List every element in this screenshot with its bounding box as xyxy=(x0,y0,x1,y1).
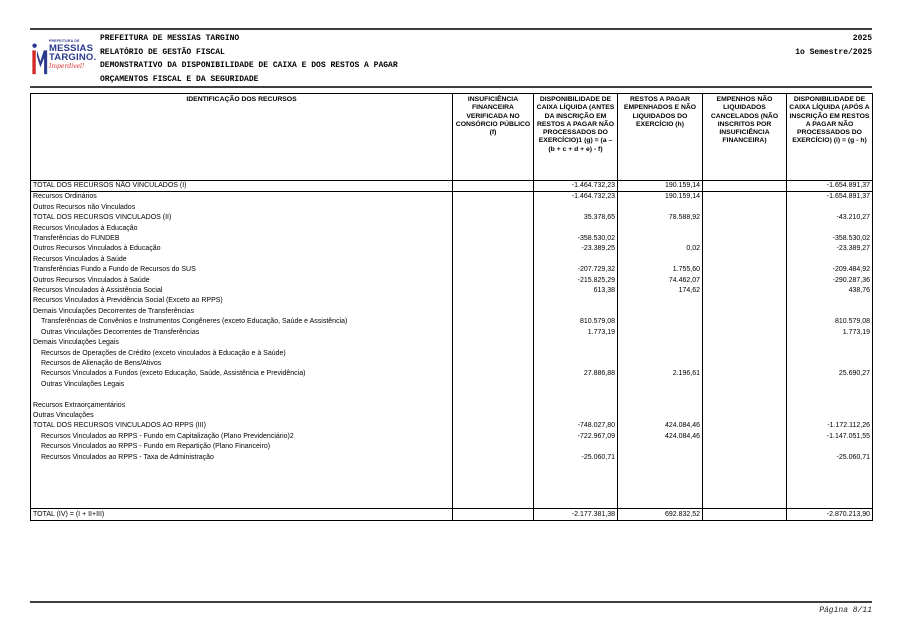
value-empenhos-cancelados xyxy=(703,317,787,327)
value-disponibilidade-antes xyxy=(534,349,618,359)
table-row xyxy=(31,509,873,521)
value-insuficiencia xyxy=(453,317,534,327)
row-label: Recursos Vinculados à Assistência Social xyxy=(31,286,453,296)
value-insuficiencia xyxy=(453,421,534,431)
value-disponibilidade-antes xyxy=(534,224,618,234)
value-disponibilidade-apos xyxy=(787,442,873,452)
value-restos-a-pagar: 424.084,46 xyxy=(618,432,703,442)
value-empenhos-cancelados xyxy=(703,276,787,286)
logo-line1: PREFEITURA DE xyxy=(49,39,80,43)
value-empenhos-cancelados xyxy=(703,224,787,234)
table-row xyxy=(31,411,873,421)
row-label: Outros Recursos não Vinculados xyxy=(31,203,453,213)
row-label: Recursos de Operações de Crédito (exceto vinculados à Educação e à Saúde) xyxy=(31,349,453,359)
row-label: Transferências de Convênios e Instrumentos Congêneres (exceto Educação, Saúde e Assistência) xyxy=(31,317,453,327)
municipality-logo xyxy=(31,34,97,82)
value-insuficiencia xyxy=(453,359,534,369)
value-disponibilidade-apos: -25.060,71 xyxy=(787,453,873,463)
value-disponibilidade-apos xyxy=(787,401,873,411)
value-restos-a-pagar xyxy=(618,349,703,359)
report-title: DEMONSTRATIVO DA DISPONIBILIDADE DE CAIXA E DOS RESTOS A PAGAR xyxy=(100,61,398,70)
row-label: Recursos Extraorçamentários xyxy=(31,401,453,411)
row-label: Outras Vinculações Decorrentes de Transferências xyxy=(31,328,453,338)
table-row xyxy=(31,244,873,254)
value-empenhos-cancelados xyxy=(703,328,787,338)
value-disponibilidade-antes xyxy=(534,307,618,317)
table-row xyxy=(31,359,873,369)
report-year: 2025 xyxy=(852,34,872,43)
letterhead-right xyxy=(795,32,872,59)
row-label: TOTAL (IV) = (I + II+III) xyxy=(31,509,453,521)
value-restos-a-pagar xyxy=(618,411,703,421)
value-insuficiencia xyxy=(453,442,534,452)
value-insuficiencia xyxy=(453,244,534,254)
value-disponibilidade-antes xyxy=(534,296,618,306)
value-disponibilidade-apos xyxy=(787,255,873,265)
value-empenhos-cancelados xyxy=(703,234,787,244)
value-restos-a-pagar xyxy=(618,390,703,400)
value-disponibilidade-apos xyxy=(787,203,873,213)
value-disponibilidade-apos: -43.210,27 xyxy=(787,213,873,223)
page-number: Página 8/11 xyxy=(819,606,872,615)
top-rule xyxy=(30,28,872,30)
value-restos-a-pagar xyxy=(618,234,703,244)
table-row xyxy=(31,421,873,431)
value-disponibilidade-antes: -748.027,80 xyxy=(534,421,618,431)
value-disponibilidade-antes: 613,38 xyxy=(534,286,618,296)
row-label: Recursos Ordinários xyxy=(31,192,453,203)
value-disponibilidade-antes: 27.886,88 xyxy=(534,369,618,379)
value-empenhos-cancelados xyxy=(703,411,787,421)
value-disponibilidade-apos xyxy=(787,463,873,509)
table-row xyxy=(31,255,873,265)
value-insuficiencia xyxy=(453,192,534,203)
value-empenhos-cancelados xyxy=(703,463,787,509)
table-row xyxy=(31,432,873,442)
value-empenhos-cancelados xyxy=(703,401,787,411)
value-disponibilidade-apos xyxy=(787,349,873,359)
value-empenhos-cancelados xyxy=(703,286,787,296)
value-insuficiencia xyxy=(453,296,534,306)
value-disponibilidade-apos xyxy=(787,307,873,317)
value-insuficiencia xyxy=(453,349,534,359)
table-row xyxy=(31,442,873,452)
value-disponibilidade-antes xyxy=(534,338,618,348)
value-disponibilidade-antes xyxy=(534,401,618,411)
row-label xyxy=(31,390,453,400)
letterhead xyxy=(100,32,398,86)
logo-slogan: Imperdível! xyxy=(49,62,85,70)
value-insuficiencia xyxy=(453,338,534,348)
table-header-row xyxy=(31,94,873,181)
value-disponibilidade-antes xyxy=(534,359,618,369)
table-row xyxy=(31,338,873,348)
table-row xyxy=(31,401,873,411)
row-label: Outras Vinculações xyxy=(31,411,453,421)
value-disponibilidade-antes xyxy=(534,442,618,452)
value-disponibilidade-apos: -209.484,92 xyxy=(787,265,873,275)
value-restos-a-pagar xyxy=(618,453,703,463)
value-empenhos-cancelados xyxy=(703,453,787,463)
col-header-identificacao: IDENTIFICAÇÃO DOS RECURSOS xyxy=(31,94,453,181)
table-row xyxy=(31,181,873,192)
col-header-restos-a-pagar: RESTOS A PAGAR EMPENHADOS E NÃO LIQUIDADOS DO EXERCÍCIO (h) xyxy=(618,94,703,181)
value-restos-a-pagar xyxy=(618,401,703,411)
report-period: 1o Semestre/2025 xyxy=(795,47,872,57)
row-label: Transferências do FUNDEB xyxy=(31,234,453,244)
value-disponibilidade-apos xyxy=(787,411,873,421)
value-insuficiencia xyxy=(453,234,534,244)
value-disponibilidade-antes: -358.530,02 xyxy=(534,234,618,244)
table-row xyxy=(31,203,873,213)
value-restos-a-pagar: 190.159,14 xyxy=(618,192,703,203)
table-row xyxy=(31,286,873,296)
table-row xyxy=(31,307,873,317)
value-empenhos-cancelados xyxy=(703,244,787,254)
table-row xyxy=(31,453,873,463)
value-disponibilidade-antes xyxy=(534,390,618,400)
value-disponibilidade-apos: 438,76 xyxy=(787,286,873,296)
header-rule xyxy=(30,86,872,88)
value-disponibilidade-apos: 810.579,08 xyxy=(787,317,873,327)
value-empenhos-cancelados xyxy=(703,255,787,265)
report-name: RELATÓRIO DE GESTÃO FISCAL xyxy=(100,47,225,57)
table-row xyxy=(31,224,873,234)
value-disponibilidade-antes: -2.177.381,38 xyxy=(534,509,618,521)
value-disponibilidade-antes: -1.464.732,23 xyxy=(534,192,618,203)
value-restos-a-pagar xyxy=(618,442,703,452)
value-empenhos-cancelados xyxy=(703,432,787,442)
value-restos-a-pagar: 74.462,07 xyxy=(618,276,703,286)
value-restos-a-pagar xyxy=(618,338,703,348)
table-row xyxy=(31,234,873,244)
value-restos-a-pagar: 692.832,52 xyxy=(618,509,703,521)
value-empenhos-cancelados xyxy=(703,359,787,369)
value-insuficiencia xyxy=(453,369,534,379)
value-disponibilidade-antes: -207.729,32 xyxy=(534,265,618,275)
col-header-disponibilidade-apos: DISPONIBILIDADE DE CAIXA LÍQUIDA (APÓS A INSCRIÇÃO EM RESTOS A PAGAR NÃO PROCESSADOS DO EXERCÍCIO) (i) = (g - h) xyxy=(787,94,873,181)
value-restos-a-pagar xyxy=(618,359,703,369)
value-disponibilidade-apos xyxy=(787,390,873,400)
value-disponibilidade-antes xyxy=(534,411,618,421)
value-empenhos-cancelados xyxy=(703,265,787,275)
value-insuficiencia xyxy=(453,213,534,223)
value-disponibilidade-antes: -215.825,29 xyxy=(534,276,618,286)
table-row xyxy=(31,463,873,509)
value-disponibilidade-antes: 35.378,65 xyxy=(534,213,618,223)
value-restos-a-pagar xyxy=(618,224,703,234)
row-label: Recursos de Alienação de Bens/Ativos xyxy=(31,359,453,369)
value-restos-a-pagar xyxy=(618,255,703,265)
value-restos-a-pagar: 0,02 xyxy=(618,244,703,254)
report-subtitle: ORÇAMENTOS FISCAL E DA SEGURIDADE xyxy=(100,74,259,84)
value-disponibilidade-apos: 1.773,19 xyxy=(787,328,873,338)
value-restos-a-pagar: 190.159,14 xyxy=(618,181,703,192)
table-row xyxy=(31,349,873,359)
value-insuficiencia xyxy=(453,276,534,286)
value-empenhos-cancelados xyxy=(703,442,787,452)
value-disponibilidade-antes: -1.464.732,23 xyxy=(534,181,618,192)
row-label: Outros Recursos Vinculados à Educação xyxy=(31,244,453,254)
value-empenhos-cancelados xyxy=(703,509,787,521)
value-restos-a-pagar xyxy=(618,317,703,327)
value-restos-a-pagar xyxy=(618,307,703,317)
value-insuficiencia xyxy=(453,411,534,421)
col-header-insuficiencia: INSUFICIÊNCIA FINANCEIRA VERIFICADA NO CONSÓRCIO PÚBLICO (f) xyxy=(453,94,534,181)
table-row xyxy=(31,390,873,400)
value-insuficiencia xyxy=(453,328,534,338)
row-label: Recursos Vinculados ao RPPS - Taxa de Administração xyxy=(31,453,453,463)
table-row xyxy=(31,369,873,379)
value-disponibilidade-apos: -1.147.051,55 xyxy=(787,432,873,442)
value-empenhos-cancelados xyxy=(703,307,787,317)
value-empenhos-cancelados xyxy=(703,296,787,306)
logo-m-icon xyxy=(31,37,48,79)
value-disponibilidade-apos xyxy=(787,359,873,369)
value-disponibilidade-apos xyxy=(787,296,873,306)
value-empenhos-cancelados xyxy=(703,349,787,359)
value-disponibilidade-antes: -722.967,09 xyxy=(534,432,618,442)
value-restos-a-pagar: 424.084,46 xyxy=(618,421,703,431)
footer-rule xyxy=(30,601,872,603)
value-disponibilidade-apos: -1.654.891,37 xyxy=(787,192,873,203)
value-insuficiencia xyxy=(453,401,534,411)
row-label: Recursos Vinculados à Previdência Social (Exceto ao RPPS) xyxy=(31,296,453,306)
value-insuficiencia xyxy=(453,224,534,234)
value-insuficiencia xyxy=(453,265,534,275)
table-row xyxy=(31,192,873,203)
value-disponibilidade-antes xyxy=(534,380,618,390)
row-label: Recursos Vinculados à Educação xyxy=(31,224,453,234)
value-disponibilidade-apos: -2.870.213,90 xyxy=(787,509,873,521)
value-empenhos-cancelados xyxy=(703,421,787,431)
value-empenhos-cancelados xyxy=(703,369,787,379)
table-row xyxy=(31,296,873,306)
value-disponibilidade-apos: -290.287,36 xyxy=(787,276,873,286)
row-label: TOTAL DOS RECURSOS VINCULADOS (II) xyxy=(31,213,453,223)
value-insuficiencia xyxy=(453,203,534,213)
table-row xyxy=(31,213,873,223)
value-restos-a-pagar: 78.588,92 xyxy=(618,213,703,223)
value-disponibilidade-apos: -23.389,27 xyxy=(787,244,873,254)
row-label: TOTAL DOS RECURSOS NÃO VINCULADOS (I) xyxy=(31,181,453,192)
value-insuficiencia xyxy=(453,463,534,509)
value-insuficiencia xyxy=(453,307,534,317)
value-disponibilidade-apos xyxy=(787,380,873,390)
logo-line3: TARGINO. xyxy=(49,52,97,63)
value-disponibilidade-antes xyxy=(534,203,618,213)
value-disponibilidade-apos xyxy=(787,224,873,234)
row-label: TOTAL DOS RECURSOS VINCULADOS AO RPPS (III) xyxy=(31,421,453,431)
value-disponibilidade-antes: -23.389,25 xyxy=(534,244,618,254)
value-disponibilidade-antes: 810.579,08 xyxy=(534,317,618,327)
table-row xyxy=(31,265,873,275)
value-insuficiencia xyxy=(453,286,534,296)
table-row xyxy=(31,276,873,286)
org-name: PREFEITURA DE MESSIAS TARGINO xyxy=(100,34,240,43)
value-restos-a-pagar: 2.196,61 xyxy=(618,369,703,379)
value-empenhos-cancelados xyxy=(703,380,787,390)
value-disponibilidade-antes: 1.773,19 xyxy=(534,328,618,338)
value-disponibilidade-antes xyxy=(534,463,618,509)
table-row xyxy=(31,317,873,327)
value-restos-a-pagar xyxy=(618,296,703,306)
value-empenhos-cancelados xyxy=(703,213,787,223)
row-label: Outros Recursos Vinculados à Saúde xyxy=(31,276,453,286)
row-label: Transferências Fundo a Fundo de Recursos do SUS xyxy=(31,265,453,275)
value-insuficiencia xyxy=(453,432,534,442)
value-insuficiencia xyxy=(453,181,534,192)
row-label: Demais Vinculações Legais xyxy=(31,338,453,348)
value-empenhos-cancelados xyxy=(703,338,787,348)
value-restos-a-pagar xyxy=(618,463,703,509)
value-empenhos-cancelados xyxy=(703,181,787,192)
value-insuficiencia xyxy=(453,453,534,463)
value-disponibilidade-apos: 25.690,27 xyxy=(787,369,873,379)
row-label: Recursos Vinculados ao RPPS - Fundo em Repartição (Plano Financeiro) xyxy=(31,442,453,452)
value-insuficiencia xyxy=(453,509,534,521)
value-empenhos-cancelados xyxy=(703,192,787,203)
value-restos-a-pagar: 174,62 xyxy=(618,286,703,296)
value-insuficiencia xyxy=(453,255,534,265)
value-disponibilidade-apos xyxy=(787,338,873,348)
value-insuficiencia xyxy=(453,380,534,390)
col-header-empenhos-cancelados: EMPENHOS NÃO LIQUIDADOS CANCELADOS (NÃO INSCRITOS POR INSUFICIÊNCIA FINANCEIRA) xyxy=(703,94,787,181)
value-restos-a-pagar: 1.755,60 xyxy=(618,265,703,275)
value-disponibilidade-antes: -25.060,71 xyxy=(534,453,618,463)
row-label: Demais Vinculações Decorrentes de Transferências xyxy=(31,307,453,317)
value-restos-a-pagar xyxy=(618,203,703,213)
logo-line2: MESSIAS xyxy=(49,42,94,54)
value-empenhos-cancelados xyxy=(703,390,787,400)
value-disponibilidade-apos: -1.654.891,37 xyxy=(787,181,873,192)
value-restos-a-pagar xyxy=(618,380,703,390)
cash-availability-table xyxy=(30,93,873,521)
col-header-disponibilidade-antes: DISPONIBILIDADE DE CAIXA LÍQUIDA (ANTES DA INSCRIÇÃO EM RESTOS A PAGAR NÃO PROCESSADOS DO EXERCÍCIO)1 (g) = (a – (b + c + d + e) - f) xyxy=(534,94,618,181)
value-empenhos-cancelados xyxy=(703,203,787,213)
row-label: Recursos Vinculados a Fundos (exceto Educação, Saúde, Assistência e Previdência) xyxy=(31,369,453,379)
table-row xyxy=(31,328,873,338)
table-row xyxy=(31,380,873,390)
value-insuficiencia xyxy=(453,390,534,400)
row-label: Outras Vinculações Legais xyxy=(31,380,453,390)
table-body xyxy=(31,181,873,521)
row-label: Recursos Vinculados ao RPPS - Fundo em Capitalização (Plano Previdenciário)2 xyxy=(31,432,453,442)
value-disponibilidade-apos: -358.530,02 xyxy=(787,234,873,244)
value-disponibilidade-antes xyxy=(534,255,618,265)
value-restos-a-pagar xyxy=(618,328,703,338)
value-disponibilidade-apos: -1.172.112,26 xyxy=(787,421,873,431)
row-label: Recursos Vinculados à Saúde xyxy=(31,255,453,265)
row-label xyxy=(31,463,453,509)
